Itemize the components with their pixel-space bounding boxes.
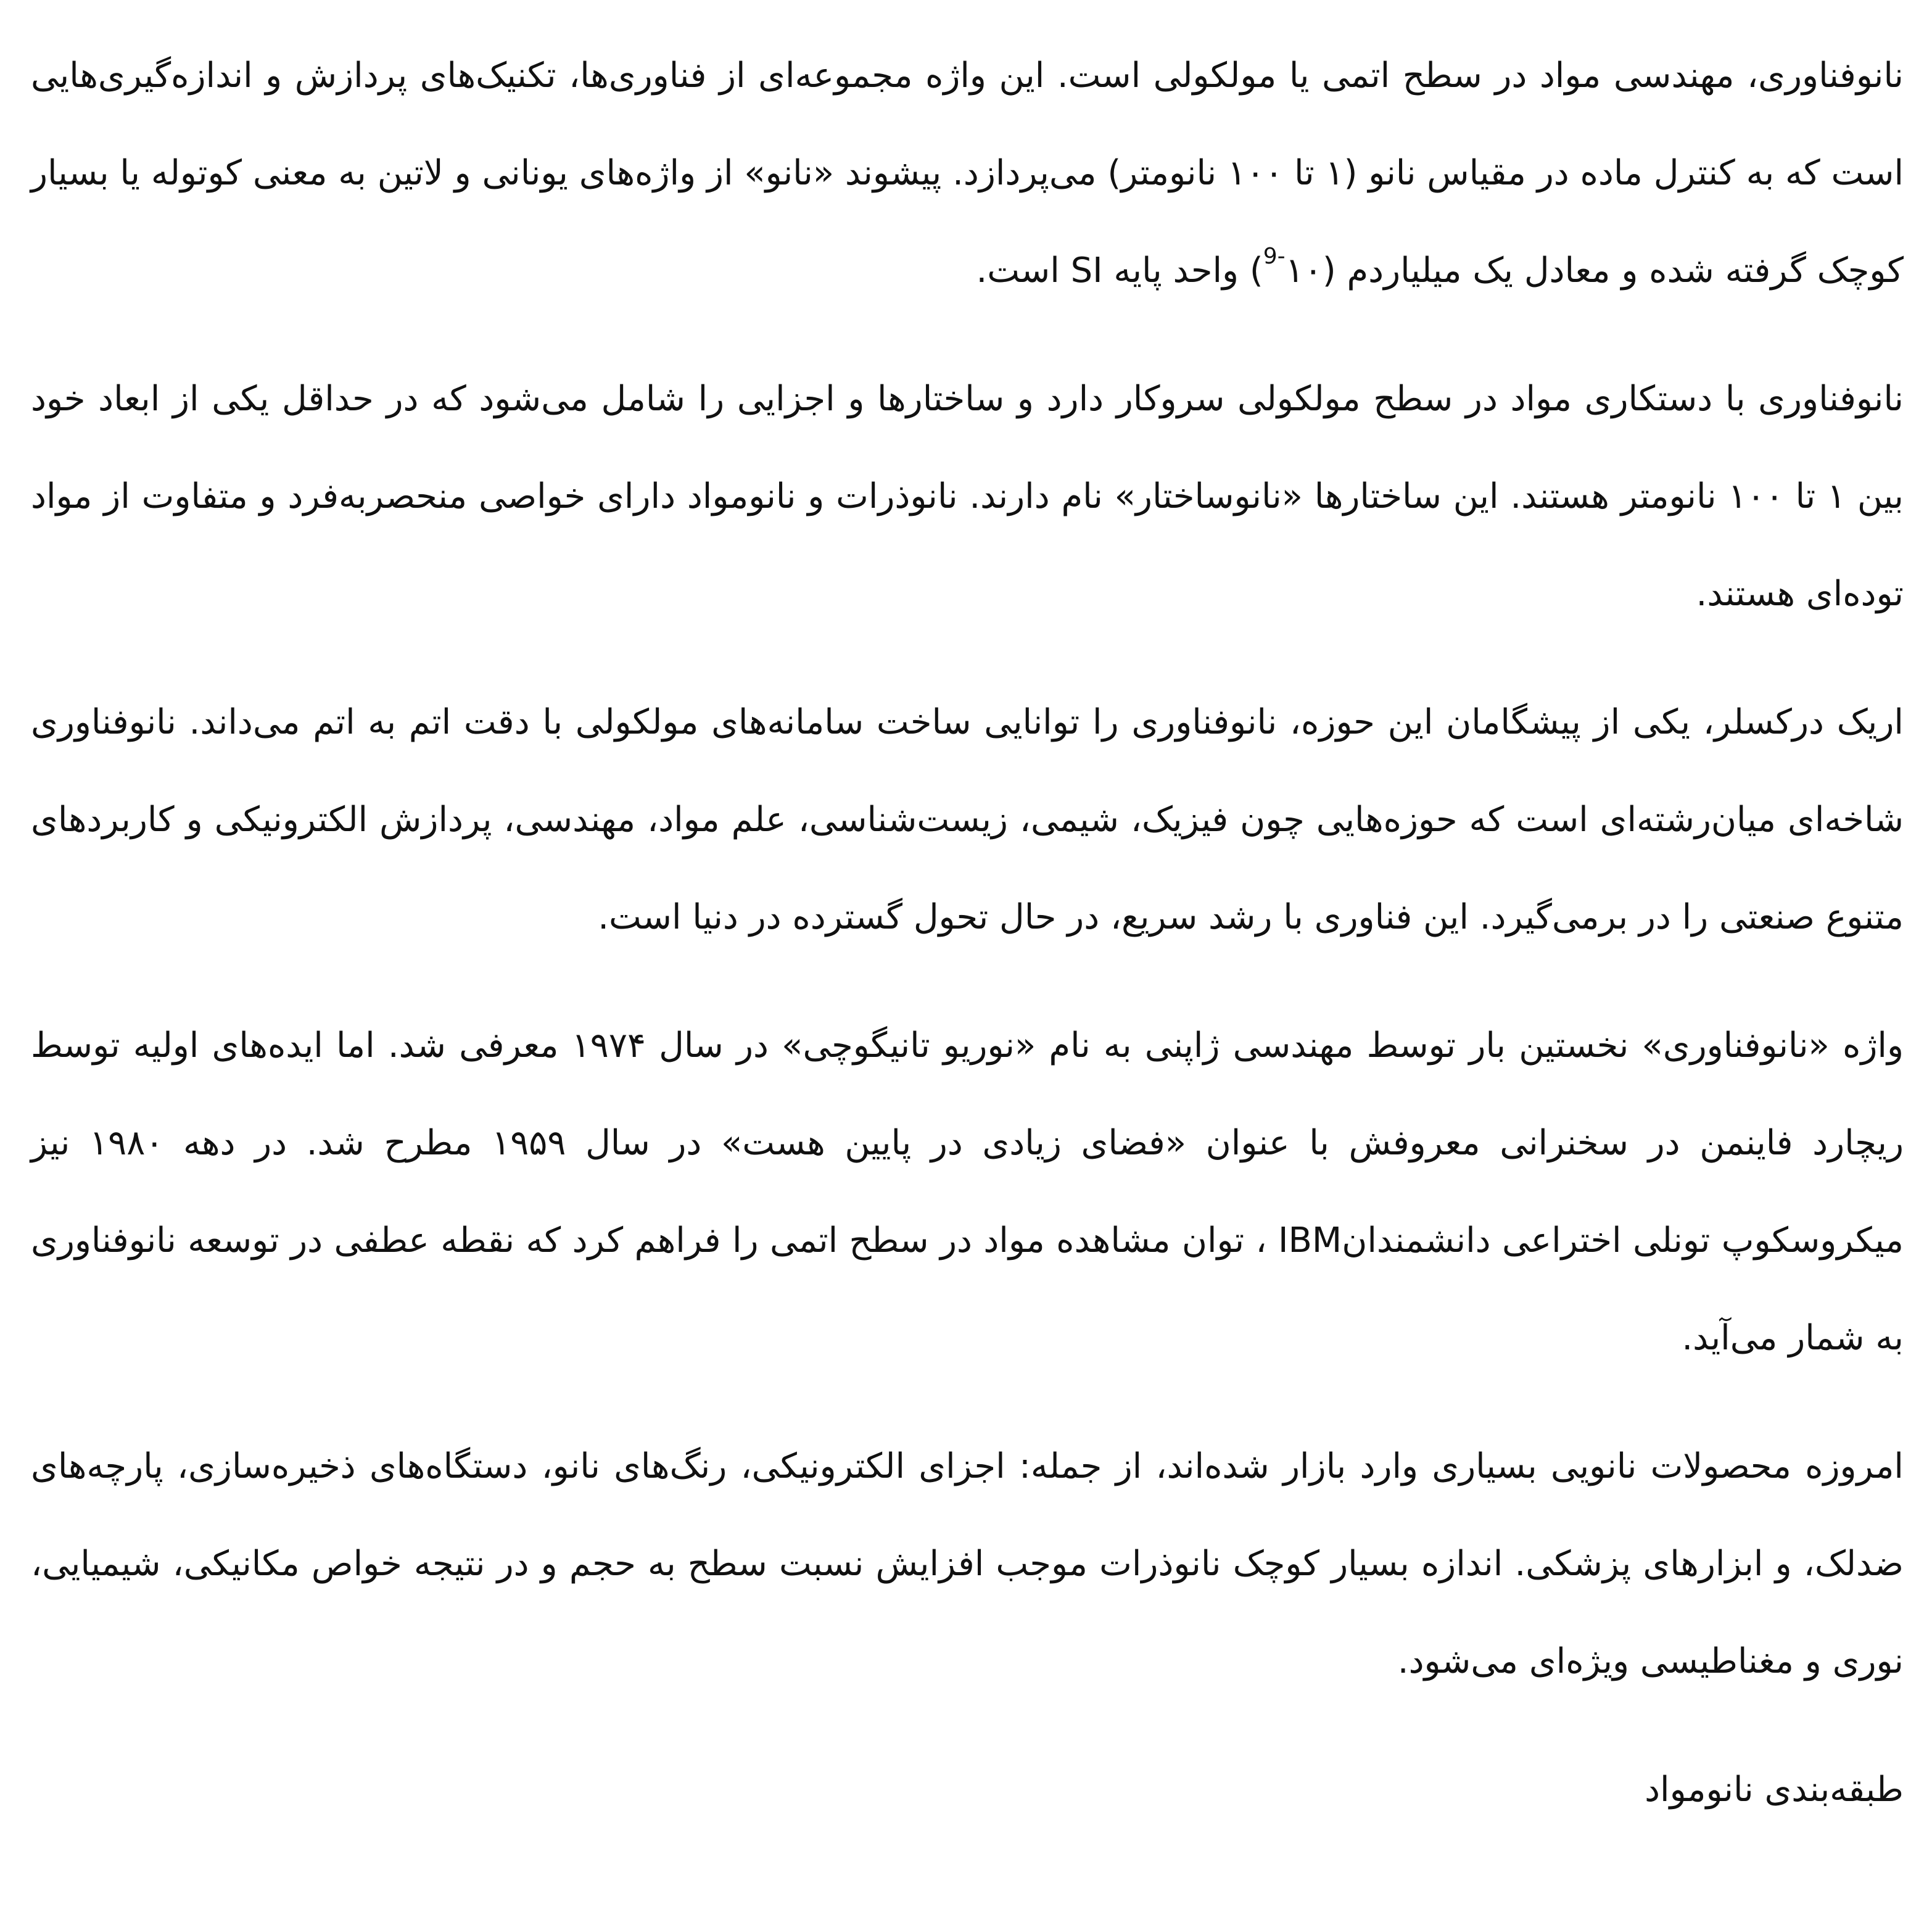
paragraph-text: نانوفناوری، مهندسی مواد در سطح اتمی یا مولکولی است. این واژه مجموعه‌ای از فناوری‌ها، تکنیک‌های پردازش و اندازه‌گیری‌هایی است که به کنترل ماده در مقیاس نانو (۱ تا ۱۰۰ نانومتر) می‌پردازد. پیشوند «نانو» از واژه‌های یونانی و لاتین به معنی کوتوله یا بسیار کوچک گرفته شده و معادل یک میلیاردم (۱۰ bbox=[31, 56, 1904, 291]
paragraph-products: امروزه محصولات نانویی بسیاری وارد بازار شده‌اند، از جمله: اجزای الکترونیکی، رنگ‌های نانو، دستگاه‌های ذخیره‌سازی، پارچه‌های ضدلک، و ابزارهای پزشکی. اندازه بسیار کوچک نانوذرات موجب افزایش نسبت سطح به حجم و در نتیجه خواص مکانیکی، شیمیایی، نوری و مغناطیسی ویژه‌ای می‌شود. bbox=[31, 1446, 1904, 1681]
paragraph-nanostructures: نانوفناوری با دستکاری مواد در سطح مولکولی سروکار دارد و ساختارها و اجزایی را شامل می‌شود که در حداقل یکی از ابعاد خود بین ۱ تا ۱۰۰ نانومتر هستند. این ساختارها «نانوساختار» نام دارند. نانوذرات و نانومواد دارای خواصی منحصربه‌فرد و متفاوت از مواد توده‌ای هستند. bbox=[31, 379, 1904, 614]
paragraph-drexler: اریک درکسلر، یکی از پیشگامان این حوزه، نانوفناوری را توانایی ساخت سامانه‌های مولکولی با دقت اتم به اتم می‌داند. نانوفناوری شاخه‌ای میان‌رشته‌ای است که حوزه‌هایی چون فیزیک، شیمی، زیست‌شناسی، علم مواد، مهندسی، پردازش الکترونیکی و کاربردهای متنوع صنعتی را در برمی‌گیرد. این فناوری با رشد سریع، در حال تحول گسترده در دنیا است. bbox=[31, 702, 1904, 937]
paragraph-history: واژه «نانوفناوری» نخستین بار توسط مهندسی ژاپنی به نام «نوریو تانیگوچی» در سال ۱۹۷۴ معرفی شد. اما ایده‌های اولیه توسط ریچارد فاینمن در سخنرانی معروفش با عنوان «فضای زیادی در پایین هست» در سال ۱۹۵۹ مطرح شد. در دهه ۱۹۸۰ نیز میکروسکوپ تونلی اختراعی دانشمندانIBM ، توان مشاهده مواد در سطح اتمی را فراهم کرد که نقطه عطفی در توسعه نانوفناوری به شمار می‌آید. bbox=[31, 1025, 1904, 1358]
paragraph-definition bbox=[31, 27, 1904, 320]
paragraph-text: ) واحد پایه SI است. bbox=[976, 251, 1263, 291]
exponent: -9 bbox=[1263, 244, 1286, 269]
section-heading: طبقه‌بندی نانومواد bbox=[1645, 1770, 1904, 1810]
